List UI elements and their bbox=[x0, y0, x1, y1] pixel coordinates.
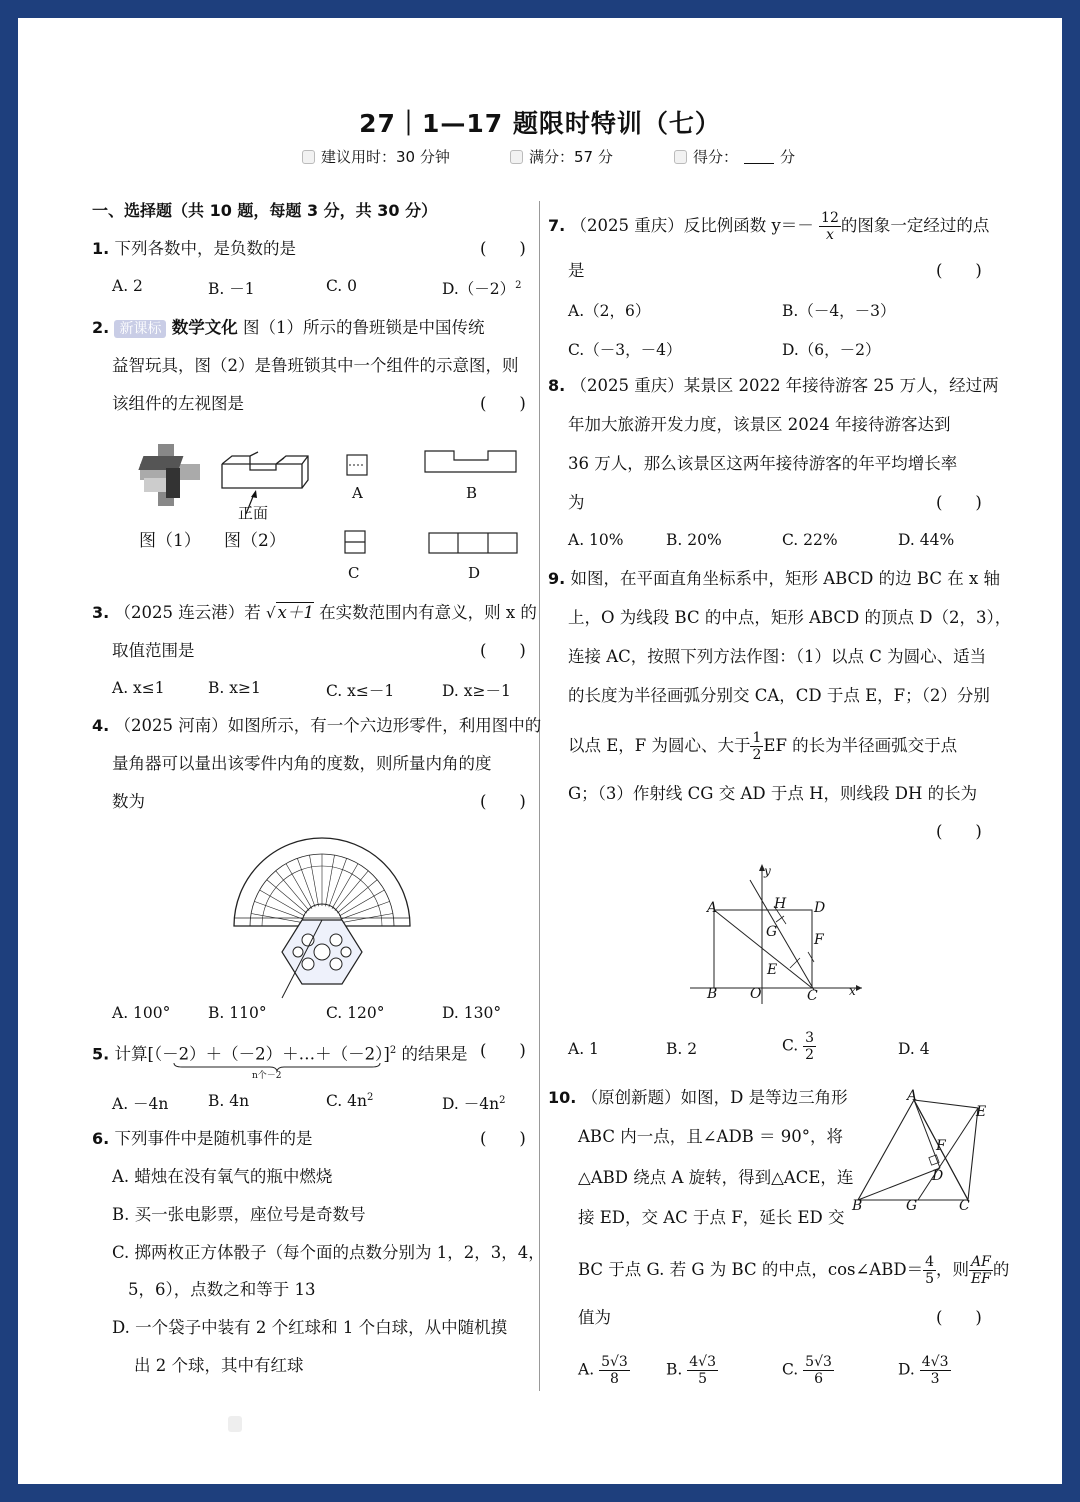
fig2-label: 图（2） bbox=[224, 531, 286, 551]
view-b-label: B bbox=[466, 484, 478, 502]
q5-stem: 5. 计算[（－2）＋（－2）＋…＋（－2）]$^2$ 的结果是 bbox=[92, 1044, 468, 1064]
q4-answer-paren[interactable]: ( ) bbox=[480, 792, 526, 811]
tri-point-c: C bbox=[959, 1198, 970, 1214]
q6-option-b[interactable]: B. 买一张电影票，座位号是奇数号 bbox=[112, 1205, 366, 1224]
full-score: 满分：57 分 bbox=[510, 146, 613, 167]
q9-stem-line3: 连接 AC，按照下列方法作图：（1）以点 C 为圆心、适当 bbox=[568, 647, 987, 666]
q3-option-c[interactable]: C. x≤－1 bbox=[326, 682, 395, 700]
q10-stem-line6: 值为 bbox=[578, 1308, 611, 1327]
q9-half: $\frac{1}{2}$ bbox=[752, 730, 762, 763]
q7-option-a[interactable]: A.（2，6） bbox=[568, 302, 651, 320]
view-d-label: D bbox=[468, 564, 481, 582]
tri-point-f: F bbox=[936, 1138, 946, 1154]
q1-option-b[interactable]: B. －1 bbox=[208, 280, 255, 298]
q2-answer-paren[interactable]: ( ) bbox=[480, 394, 526, 413]
q5-option-d[interactable]: D. $-4n^2$ bbox=[442, 1094, 506, 1113]
y-axis-label: y bbox=[764, 864, 771, 878]
q5-option-c[interactable]: C. $4n^2$ bbox=[326, 1092, 374, 1111]
q8-option-a[interactable]: A. 10% bbox=[568, 531, 624, 549]
tri-point-b: B bbox=[852, 1198, 863, 1214]
q7-fraction: $\frac{12}{x}$ bbox=[821, 210, 839, 243]
q4-option-d[interactable]: D. 130° bbox=[442, 1004, 502, 1022]
new-standard-badge: 新课标 bbox=[114, 320, 166, 338]
q8-option-d[interactable]: D. 44% bbox=[898, 531, 955, 549]
x-axis-label: x bbox=[849, 984, 856, 998]
q10-stem-line5: BC 于点 G. 若 G 为 BC 的中点，cos∠ABD＝ $\frac{4}{5}$ ，则 $\frac{AF}{EF}$ 的 bbox=[578, 1254, 1010, 1287]
q8-stem-line4: 为 bbox=[568, 493, 585, 512]
q10-stem-line2: ABC 内一点，且∠ADB ＝ 90°，将 bbox=[578, 1127, 844, 1146]
q2-stem-line3: 该组件的左视图是 bbox=[112, 394, 244, 413]
clock-icon bbox=[302, 150, 315, 164]
q7-option-d[interactable]: D.（6，－2） bbox=[782, 341, 881, 359]
component-figure bbox=[220, 454, 310, 494]
q9-stem-line5: 以点 E，F 为圆心、大于 $\frac{1}{2}$ EF 的长为半径画弧交于点 bbox=[568, 730, 958, 763]
q10-answer-paren[interactable]: ( ) bbox=[936, 1308, 982, 1327]
q1-answer-paren[interactable]: ( ) bbox=[480, 239, 526, 258]
q6-option-a[interactable]: A. 蜡烛在没有氧气的瓶中燃烧 bbox=[112, 1167, 333, 1186]
column-divider bbox=[539, 201, 540, 1391]
q10-option-b[interactable]: B. $\frac{4√3}{5}$ bbox=[666, 1354, 717, 1387]
q8-stem-line2: 年加大旅游开发力度，该景区 2024 年接待游客达到 bbox=[568, 415, 951, 434]
q4-option-a[interactable]: A. 100° bbox=[112, 1004, 171, 1022]
view-c-label: C bbox=[348, 564, 360, 582]
q2-stem-line1: 2. 新课标 数学文化 图（1）所示的鲁班锁是中国传统 bbox=[92, 318, 485, 337]
point-a-label: A bbox=[707, 900, 718, 916]
q1-stem: 1. 下列各数中，是负数的是 bbox=[92, 239, 296, 258]
point-h-label: H bbox=[774, 896, 787, 912]
q8-answer-paren[interactable]: ( ) bbox=[936, 493, 982, 512]
q9-option-d[interactable]: D. 4 bbox=[898, 1040, 930, 1058]
q4-stem-line2: 量角器可以量出该零件内角的度数，则所量内角的度 bbox=[112, 754, 492, 773]
page-mark-icon bbox=[228, 1416, 242, 1432]
point-f-label: F bbox=[814, 932, 824, 948]
q3-stem-line1: 3. （2025 连云港）若 √ x＋1 在实数范围内有意义，则 x 的 bbox=[92, 603, 537, 622]
exam-page bbox=[18, 18, 1062, 1484]
q3-option-b[interactable]: B. x≥1 bbox=[208, 679, 261, 697]
q6-answer-paren[interactable]: ( ) bbox=[480, 1129, 526, 1148]
q8-option-c[interactable]: C. 22% bbox=[782, 531, 838, 549]
q5-answer-paren[interactable]: ( ) bbox=[480, 1041, 526, 1060]
point-g-label: G bbox=[766, 924, 778, 940]
option-b-view bbox=[424, 450, 518, 476]
point-b-label: B bbox=[707, 986, 718, 1002]
q4-stem-line1: 4. （2025 河南）如图所示，有一个六边形零件，利用图中的 bbox=[92, 716, 542, 735]
protractor-figure bbox=[232, 828, 412, 1008]
q9-answer-paren[interactable]: ( ) bbox=[936, 822, 982, 841]
q8-option-b[interactable]: B. 20% bbox=[666, 531, 722, 549]
score-blank[interactable] bbox=[744, 149, 774, 164]
q5-option-a[interactable]: A. －4n bbox=[112, 1095, 169, 1113]
q3-option-a[interactable]: A. x≤1 bbox=[112, 679, 165, 697]
q6-option-c-line2[interactable]: 5，6），点数之和等于 13 bbox=[128, 1280, 316, 1299]
option-c-view bbox=[344, 530, 368, 556]
q8-stem-line3: 36 万人，那么该景区这两年接待游客的年平均增长率 bbox=[568, 454, 958, 473]
q9-stem-line1: 9. 如图，在平面直角坐标系中，矩形 ABCD 的边 BC 在 x 轴 bbox=[548, 569, 1001, 588]
q10-stem-line1: 10. （原创新题）如图，D 是等边三角形 bbox=[548, 1088, 848, 1107]
q9-stem-line2: 上，O 为线段 BC 的中点，矩形 ABCD 的顶点 D（2，3）， bbox=[568, 608, 1012, 627]
q1-option-d[interactable]: $D.(-2)^2$ bbox=[442, 279, 522, 298]
q7-stem-line1: 7. （2025 重庆）反比例函数 y＝－ $\frac{12}{x}$ 的图象一定经过的点 bbox=[548, 210, 990, 243]
q1-option-c[interactable]: C. 0 bbox=[326, 277, 358, 295]
q9-stem-line4: 的长度为半径画弧分别交 CA，CD 于点 E，F；（2）分别 bbox=[568, 686, 990, 705]
q10-triangle-figure bbox=[856, 1098, 986, 1208]
suggested-time: 建议用时：30 分钟 bbox=[302, 146, 450, 167]
q3-option-d[interactable]: D. x≥－1 bbox=[442, 682, 511, 700]
point-c-label: C bbox=[807, 988, 818, 1004]
q6-option-c-line1[interactable]: C. 掷两枚正方体骰子（每个面的点数分别为 1，2，3，4， bbox=[112, 1243, 545, 1262]
tri-point-d: D bbox=[932, 1168, 944, 1184]
q6-stem: 6. 下列事件中是随机事件的是 bbox=[92, 1129, 313, 1148]
q9-option-b[interactable]: B. 2 bbox=[666, 1040, 698, 1058]
front-label: 正面 bbox=[238, 504, 269, 522]
q10-stem-line3: △ABD 绕点 A 旋转，得到△ACE，连 bbox=[578, 1168, 854, 1187]
option-a-view bbox=[346, 454, 370, 478]
tri-point-e: E bbox=[976, 1104, 987, 1120]
underbrace-label: n个－2 bbox=[252, 1071, 282, 1081]
q9-option-a[interactable]: A. 1 bbox=[568, 1040, 599, 1058]
q8-stem-line1: 8. （2025 重庆）某景区 2022 年接待游客 25 万人，经过两 bbox=[548, 376, 999, 395]
q7-option-c[interactable]: C.（－3，－4） bbox=[568, 341, 682, 359]
q10-stem-line4: 接 ED，交 AC 于点 F，延长 ED 交 bbox=[578, 1208, 845, 1227]
q3-answer-paren[interactable]: ( ) bbox=[480, 641, 526, 660]
option-d-view bbox=[428, 532, 520, 556]
section-heading: 一、选择题（共 10 题，每题 3 分，共 30 分） bbox=[92, 201, 438, 220]
q4-stem-line3: 数为 bbox=[112, 792, 145, 811]
score-icon bbox=[510, 150, 523, 164]
q3-stem-line2: 取值范围是 bbox=[112, 641, 195, 660]
q7-option-b[interactable]: B.（－4，－3） bbox=[782, 302, 896, 320]
q6-option-d-line1[interactable]: D. 一个袋子中装有 2 个红球和 1 个白球，从中随机摸 bbox=[112, 1318, 508, 1337]
q10-option-c[interactable]: C. $\frac{5√3}{6}$ bbox=[782, 1354, 832, 1387]
q1-option-a[interactable]: A. 2 bbox=[112, 277, 143, 295]
q10-option-a[interactable]: A. $\frac{5√3}{8}$ bbox=[578, 1354, 628, 1387]
q10-option-d[interactable]: D. $\frac{4√3}{3}$ bbox=[898, 1354, 949, 1387]
q7-stem-line2: 是 bbox=[568, 261, 585, 280]
point-d-label: D bbox=[814, 900, 826, 916]
tri-point-g: G bbox=[906, 1198, 918, 1214]
pen-icon bbox=[674, 150, 687, 164]
q4-option-c[interactable]: C. 120° bbox=[326, 1004, 385, 1022]
luban-lock-figure bbox=[136, 438, 206, 518]
view-a-label: A bbox=[352, 484, 363, 502]
fig1-label: 图（1） bbox=[139, 531, 201, 551]
point-e-label: E bbox=[767, 962, 778, 978]
q9-option-c[interactable]: C. $\frac{3}{2}$ bbox=[782, 1030, 815, 1063]
q5-option-b[interactable]: B. 4n bbox=[208, 1092, 250, 1110]
tri-point-a: A bbox=[907, 1088, 918, 1104]
q4-option-b[interactable]: B. 110° bbox=[208, 1004, 267, 1022]
q6-option-d-line2[interactable]: 出 2 个球，其中有红球 bbox=[134, 1356, 304, 1375]
q2-stem-line2: 益智玩具，图（2）是鲁班锁其中一个组件的示意图，则 bbox=[112, 356, 519, 375]
q9-stem-line6: G；（3）作射线 CG 交 AD 于点 H，则线段 DH 的长为 bbox=[568, 784, 978, 803]
q7-answer-paren[interactable]: ( ) bbox=[936, 261, 982, 280]
point-o-label: O bbox=[750, 986, 762, 1002]
page-title: 27｜1—17 题限时特训（七） bbox=[359, 109, 721, 138]
score-field: 得分： 分 bbox=[674, 146, 795, 167]
